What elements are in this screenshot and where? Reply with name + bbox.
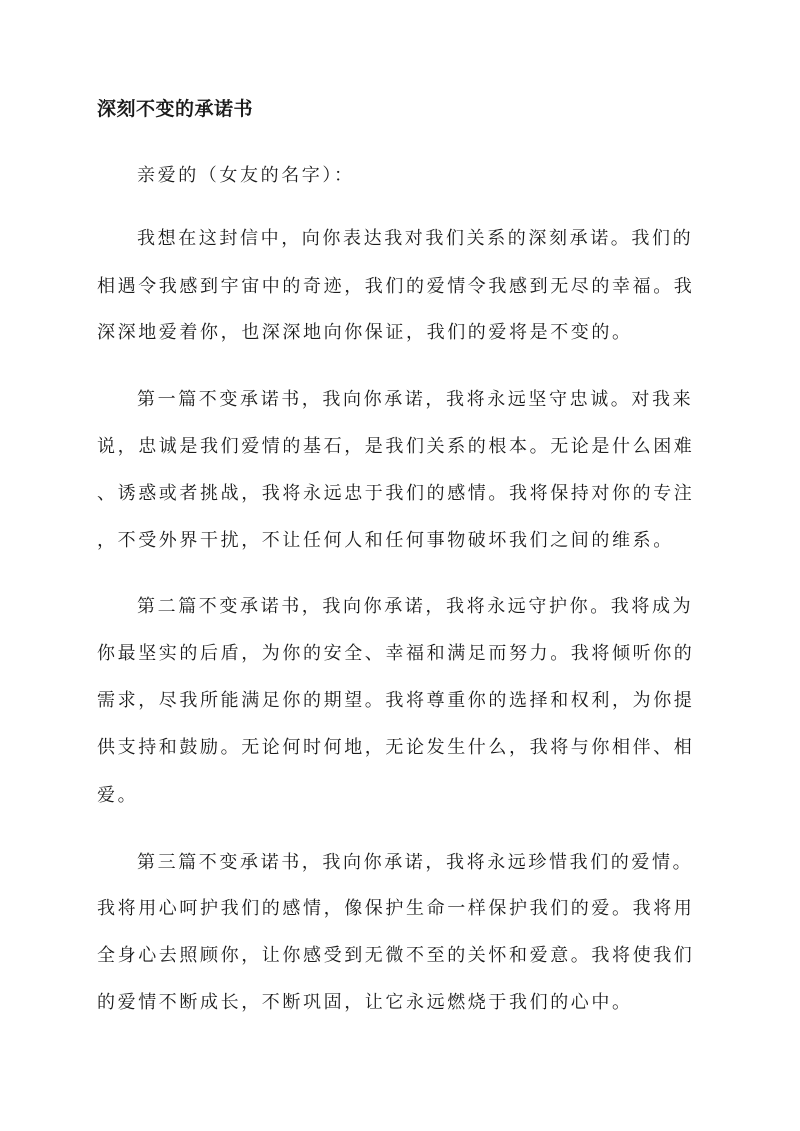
paragraph-4-line-1: 第三篇不变承诺书，我向你承诺，我将永远珍惜我们的爱情。 (137, 852, 694, 873)
paragraph-2-line-2: 说，忠诚是我们爱情的基石，是我们关系的根本。无论是什么困难 (97, 436, 695, 457)
paragraph-2-line-4: ，不受外界干扰，不让任何人和任何事物破坏我们之间的维系。 (97, 530, 674, 551)
paragraph-3-line-4: 供支持和鼓励。无论何时何地，无论发生什么，我将与你相伴、相 (97, 737, 695, 758)
paragraph-1-line-3: 深深地爱着你，也深深地向你保证，我们的爱将是不变的。 (97, 322, 633, 343)
paragraph-3-line-3: 需求，尽我所能满足你的期望。我将尊重你的选择和权利，为你提 (97, 690, 695, 711)
paragraph-4-line-2: 我将用心呵护我们的感情，像保护生命一样保护我们的爱。我将用 (97, 898, 695, 919)
paragraph-1-line-1: 我想在这封信中，向你表达我对我们关系的深刻承诺。我们的 (137, 228, 694, 249)
paragraph-1-line-2: 相遇令我感到宇宙中的奇迹，我们的爱情令我感到无尽的幸福。我 (97, 276, 695, 297)
paragraph-3-line-5: 爱。 (97, 785, 139, 806)
paragraph-2-line-3: 、诱惑或者挑战，我将永远忠于我们的感情。我将保持对你的专注 (97, 483, 695, 504)
document-title: 深刻不变的承诺书 (97, 98, 254, 120)
salutation: 亲爱的（女友的名字）： (137, 165, 355, 186)
paragraph-4-line-3: 全身心去照顾你，让你感受到无微不至的关怀和爱意。我将使我们 (97, 945, 695, 966)
paragraph-4-line-4: 的爱情不断成长，不断巩固，让它永远燃烧于我们的心中。 (97, 992, 633, 1013)
paragraph-3-line-1: 第二篇不变承诺书，我向你承诺，我将永远守护你。我将成为 (137, 596, 694, 617)
paragraph-2-line-1: 第一篇不变承诺书，我向你承诺，我将永远坚守忠诚。对我来 (137, 389, 694, 410)
paragraph-3-line-2: 你最坚实的后盾，为你的安全、幸福和满足而努力。我将倾听你的 (97, 643, 695, 664)
